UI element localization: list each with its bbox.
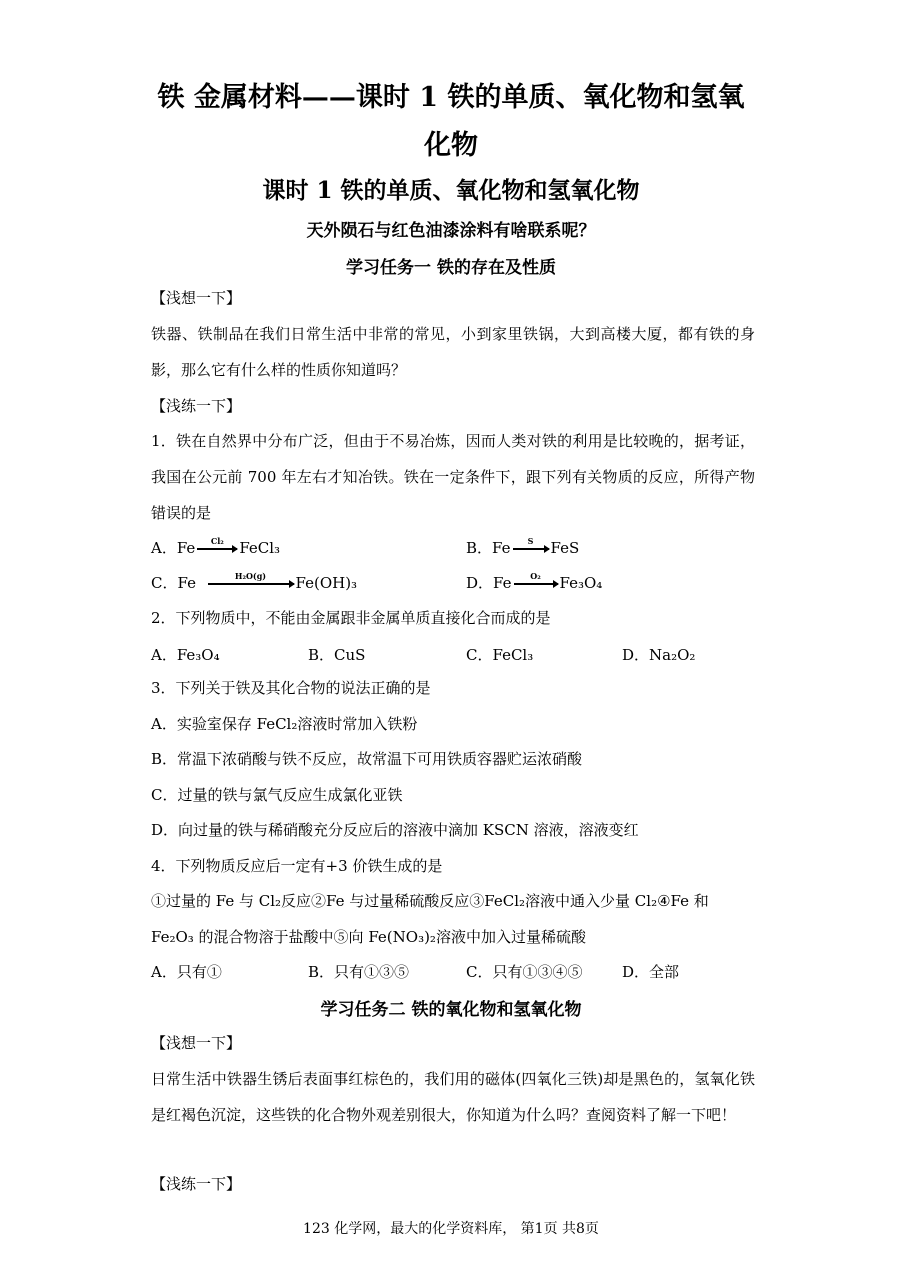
q4-option-b: B．只有①③⑤	[308, 963, 410, 981]
reaction-arrow-icon	[208, 571, 294, 585]
q2-option-b: B．CuS	[308, 646, 366, 664]
q1-option-b-label: B．Fe	[466, 539, 511, 557]
q3-option-a: A．实验室保存 FeCl₂溶液时常加入铁粉	[151, 715, 418, 733]
think1-label: 【浅想一下】	[151, 289, 242, 307]
title-line-1: 铁 金属材料——课时 1 铁的单质、氧化物和氢氧	[157, 82, 745, 113]
q1-option-b-reagent: S	[527, 536, 534, 546]
question-2-text: 2．下列物质中，不能由金属跟非金属单质直接化合而成的是	[151, 609, 551, 627]
reaction-arrow-icon	[197, 536, 237, 550]
lesson-subtitle: 课时 1 铁的单质、氧化物和氢氧化物	[262, 177, 640, 204]
practice1-label: 【浅练一下】	[151, 397, 242, 415]
q4-option-a: A．只有①	[151, 963, 222, 981]
practice2-label: 【浅练一下】	[151, 1175, 242, 1193]
q4-option-c: C．只有①③④⑤	[466, 963, 583, 981]
q2-option-d: D．Na₂O₂	[622, 646, 696, 664]
q4-conditions-line-2: Fe₂O₃ 的混合物溶于盐酸中⑤向 Fe(NO₃)₂溶液中加入过量稀硫酸	[151, 928, 586, 946]
question-1-text: 1．铁在自然界中分布广泛，但由于不易冶炼，因而人类对铁的利用是比较晚的，据考证，我国在公元前 700 年左右才知冶铁。铁在一定条件下，跟下列有关物质的反应，所得产物错误的是	[151, 432, 755, 522]
q1-option-d-label: D．Fe	[466, 574, 512, 592]
reaction-arrow-icon	[513, 536, 549, 550]
question-4-text: 4．下列物质反应后一定有+3 价铁生成的是	[151, 857, 443, 875]
q3-option-b: B．常温下浓硝酸与铁不反应，故常温下可用铁质容器贮运浓硝酸	[151, 750, 583, 768]
q1-option-a-product: FeCl₃	[239, 539, 281, 557]
q1-option-b-product: FeS	[550, 539, 580, 557]
q1-option-c-reagent: H₂O(g)	[234, 571, 267, 581]
document-title	[130, 74, 772, 170]
q1-option-d-reagent: O₂	[530, 571, 541, 581]
q4-conditions-line-1: ①过量的 Fe 与 Cl₂反应②Fe 与过量稀硫酸反应③FeCl₂溶液中通入少量 Cl₂④Fe 和	[151, 892, 709, 910]
reaction-arrow-icon	[514, 571, 558, 585]
q3-option-d: D．向过量的铁与稀硝酸充分反应后的溶液中滴加 KSCN 溶液，溶液变红	[151, 821, 639, 839]
q2-option-c: C．FeCl₃	[466, 646, 534, 664]
q1-option-c-product: Fe(OH)₃	[295, 574, 358, 592]
q1-option-d-product: Fe₃O₄	[559, 574, 603, 592]
q1-option-c	[151, 573, 357, 593]
task1-heading: 学习任务一 铁的存在及性质	[346, 258, 556, 278]
think1-text: 铁器、铁制品在我们日常生活中非常的常见，小到家里铁锅，大到高楼大厦，都有铁的身影，那么它有什么样的性质你知道吗？	[151, 325, 755, 379]
question-heading: 天外陨石与红色油漆涂料有啥联系呢？	[306, 221, 596, 241]
q1-option-a	[151, 538, 280, 558]
q2-option-a: A．Fe₃O₄	[151, 646, 220, 664]
q3-option-c: C．过量的铁与氯气反应生成氯化亚铁	[151, 786, 403, 804]
page-footer: 123 化学网，最大的化学资料库， 第1页 共8页	[303, 1221, 599, 1237]
q1-option-c-label: C．Fe	[151, 574, 196, 592]
q1-option-d	[466, 573, 602, 593]
think2-label: 【浅想一下】	[151, 1034, 242, 1052]
q1-option-a-label: A．Fe	[151, 539, 196, 557]
question-3-text: 3．下列关于铁及其化合物的说法正确的是	[151, 679, 431, 697]
think2-text: 日常生活中铁器生锈后表面事红棕色的，我们用的磁体(四氧化三铁)却是黑色的，氢氧化铁是红褐色沉淀，这些铁的化合物外观差别很大，你知道为什么吗？查阅资料了解一下吧！	[151, 1070, 755, 1124]
q1-option-b	[466, 538, 579, 558]
task2-heading: 学习任务二 铁的氧化物和氢氧化物	[320, 1000, 582, 1020]
title-line-2: 化物	[424, 130, 478, 161]
q1-option-a-reagent: Cl₂	[210, 536, 224, 546]
q4-option-d: D．全部	[622, 963, 680, 981]
